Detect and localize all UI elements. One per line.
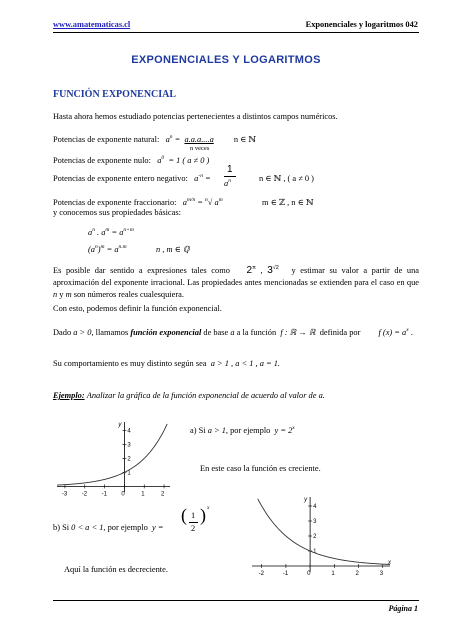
x-tick-label: -2 [258, 571, 265, 577]
x-tick-label: -2 [81, 491, 88, 498]
neg-fraction-bar [224, 176, 236, 177]
case-b-bar [189, 522, 198, 523]
zero-power-line [53, 155, 209, 165]
x-tick-label: 3 [379, 571, 384, 577]
zero-label: Potencias de exponente nulo: [53, 156, 151, 165]
prop-power: $(a^n)^m = a^{n.m}$ [88, 244, 127, 254]
definition-paragraph: Dado a > 0, llamamos función exponencial de base a a la función f : ℝ → ℝ definida por f $(x) = a^x$ . [53, 327, 413, 337]
curve-series [57, 424, 167, 485]
neg-label: Potencias de exponente entero negativo: [53, 174, 188, 183]
neg-numerator: 1 [227, 164, 233, 175]
irrational-paragraph: Es posible dar sentido a expresiones tales como $2^\pi$ , $3^{√2}$ y estimar su valor a partir de una aproximación del exponente irracional. Las propiedades antes mencionadas se extienden para el caso en que n y m son números reales cualesquiera. [53, 265, 420, 299]
y-tick-label: 1 [127, 470, 131, 477]
example-label: Ejemplo: [53, 391, 85, 400]
y-tick-label: 2 [127, 456, 131, 463]
chart-growth [53, 418, 178, 504]
case-a-note: En este caso la función es creciente. [200, 464, 321, 473]
x-tick-label: 2 [355, 571, 359, 577]
case-b-paren-right: ) [200, 505, 206, 525]
natural-base: $a^n$ = [161, 134, 183, 144]
zero-base: $a^0$ [153, 155, 165, 165]
prop-product: $a^n$ . $a^m = a^{n+m}$ [88, 227, 134, 237]
y-tick-label: 2 [313, 534, 317, 540]
x-tick-label: 1 [141, 491, 145, 498]
section-heading: FUNCIÓN EXPONENCIAL [53, 89, 177, 100]
neg-base: $a^{-n}$ = [189, 173, 211, 183]
case-b-den: 2 [191, 524, 196, 533]
page-title: EXPONENCIALES Y LOGARITMOS [131, 54, 321, 66]
intro-text: Hasta ahora hemos estudiado potencias pertenecientes a distintos campos numéricos. [53, 112, 338, 121]
case-b-line: b) Si 0 < a < 1, por ejemplo y = [53, 523, 164, 532]
definition-term: función exponencial [130, 328, 202, 337]
y-axis-label: y [304, 497, 308, 503]
y-tick-label: 4 [313, 504, 317, 510]
neg-denominator: $a^n$ [224, 178, 231, 188]
y-axis-label: y [118, 422, 122, 428]
frac-domain: m ∈ ℤ , n ∈ ℕ [262, 198, 314, 207]
neg-domain: n ∈ ℕ , ( a ≠ 0 ) [259, 174, 314, 183]
x-axis-label: x [388, 560, 391, 566]
page-number: Página 1 [388, 604, 418, 613]
natural-formula: a.a.a....a [184, 135, 214, 144]
props-intro: y conocemos sus propiedades básicas: [53, 208, 181, 217]
natural-under: n veces [190, 145, 210, 152]
define-text: Con esto, podemos definir la función exponencial. [53, 304, 222, 313]
case-b-num: 1 [191, 511, 196, 520]
zero-formula: = 1 ( a ≠ 0 ) [168, 156, 210, 165]
prop-domain: n , m ∈ ℚ [156, 245, 190, 254]
natural-domain: n ∈ ℕ [233, 135, 257, 144]
case-b-paren-left: ( [181, 505, 187, 525]
x-tick-label: 0 [121, 491, 125, 498]
behavior-line: Su comportamiento es muy distinto según sea a > 1 , a < 1 , a = 1. [53, 359, 281, 368]
frac-power-line [53, 197, 223, 207]
natural-label: Potencias de exponente natural: [53, 135, 160, 144]
neg-power-line [53, 173, 211, 183]
frac-label: Potencias de exponente fraccionario: [53, 198, 177, 207]
chart-decay [248, 493, 398, 584]
example-line: Ejemplo: Analizar la gráfica de la función exponencial de acuerdo al valor de a. [53, 391, 325, 400]
x-tick-label: -1 [282, 571, 289, 577]
y-tick-label: 3 [313, 519, 317, 525]
y-tick-label: 1 [313, 549, 317, 555]
curve-series [258, 499, 390, 565]
case-b-sup: x [207, 505, 210, 511]
case-b-note: Aquí la función es decreciente. [64, 565, 168, 574]
y-tick-label: 3 [127, 442, 131, 449]
natural-power-line [53, 134, 256, 144]
x-tick-label: 0 [307, 571, 311, 577]
x-tick-label: 1 [331, 571, 335, 577]
footer-rule [53, 600, 419, 601]
x-tick-label: -1 [101, 491, 107, 498]
case-a-line: a) Si a > 1, por ejemplo $y = 2^x$ [190, 425, 295, 435]
frac-formula: $a^{m/n} = ^n√$ $a^m$ [178, 197, 223, 207]
doc-title: Exponenciales y logaritmos 042 [305, 20, 418, 29]
site-link[interactable]: www.amatematicas.cl [53, 20, 131, 29]
y-tick-label: 4 [127, 428, 131, 435]
x-tick-label: 2 [161, 491, 165, 498]
x-tick-label: -3 [61, 491, 68, 498]
header-rule [53, 32, 419, 33]
